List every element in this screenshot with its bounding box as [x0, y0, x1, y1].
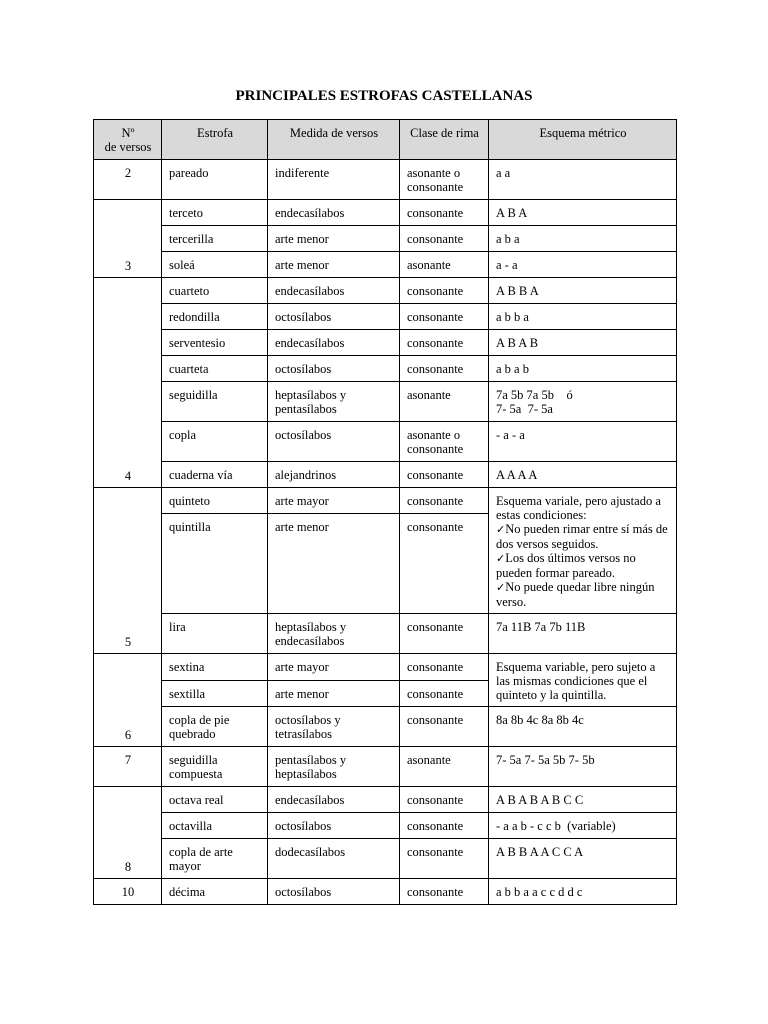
estrofa-cell: décima [162, 879, 268, 905]
esquema-cell: a - a [489, 252, 677, 278]
medida-cell: endecasílabos [268, 330, 400, 356]
rima-cell: consonante [400, 654, 489, 681]
num-versos-cell: 10 [94, 879, 162, 905]
num-versos-cell: 8 [94, 787, 162, 879]
condition-item: ✓No puede quedar libre ningún verso. [496, 580, 655, 609]
rima-cell: consonante [400, 330, 489, 356]
medida-cell: heptasílabos y endecasílabos [268, 614, 400, 654]
medida-cell: heptasílabos y pentasílabos [268, 382, 400, 422]
table-row [94, 356, 677, 382]
num-versos-cell: 2 [94, 160, 162, 200]
table-row [94, 200, 677, 226]
estrofa-cell: copla de pie quebrado [162, 707, 268, 747]
rima-cell: consonante [400, 356, 489, 382]
table-header-row [94, 120, 677, 160]
page-title: PRINCIPALES ESTROFAS CASTELLANAS [235, 88, 533, 104]
estrofa-cell: octava real [162, 787, 268, 813]
estrofa-cell: octavilla [162, 813, 268, 839]
esquema-cell: - a a b - c c b (variable) [489, 813, 677, 839]
medida-cell: indiferente [268, 160, 400, 200]
table-row [94, 462, 677, 488]
table-row [94, 382, 677, 422]
esquema-cell: 7a 5b 7a 5b ó 7- 5a 7- 5a [489, 382, 677, 422]
table-row [94, 160, 677, 200]
medida-cell: octosílabos [268, 304, 400, 330]
rima-cell: asonante [400, 252, 489, 278]
medida-cell: arte menor [268, 226, 400, 252]
esquema-cell: 8a 8b 4c 8a 8b 4c [489, 707, 677, 747]
header-rima: Clase de rima [400, 120, 489, 160]
estrofa-cell: tercerilla [162, 226, 268, 252]
rima-cell: consonante [400, 787, 489, 813]
estrofas-table [93, 119, 677, 905]
table-row [94, 654, 677, 681]
esquema-cell: A B A B [489, 330, 677, 356]
table-row [94, 330, 677, 356]
estrofa-cell: cuarteto [162, 278, 268, 304]
esquema-cell: A B A [489, 200, 677, 226]
estrofa-cell: cuaderna vía [162, 462, 268, 488]
medida-cell: arte menor [268, 514, 400, 614]
header-esquema: Esquema métrico [489, 120, 677, 160]
num-versos-cell: 6 [94, 654, 162, 747]
num-versos-cell: 3 [94, 200, 162, 278]
rima-cell: consonante [400, 707, 489, 747]
esquema-cell: Esquema variable, pero sujeto a las mismas condiciones que el quinteto y la quintilla. [489, 654, 677, 707]
rima-cell: consonante [400, 813, 489, 839]
medida-cell: octosílabos y tetrasílabos [268, 707, 400, 747]
medida-cell: arte menor [268, 252, 400, 278]
medida-cell: octosílabos [268, 356, 400, 382]
estrofa-cell: cuarteta [162, 356, 268, 382]
estrofa-cell: quinteto [162, 488, 268, 514]
esquema-cell: A B B A A C C A [489, 839, 677, 879]
header-medida: Medida de versos [268, 120, 400, 160]
rima-cell: consonante [400, 278, 489, 304]
estrofa-cell: copla de arte mayor [162, 839, 268, 879]
medida-cell: endecasílabos [268, 200, 400, 226]
esquema-cell: A B B A [489, 278, 677, 304]
rima-cell: consonante [400, 514, 489, 614]
rima-cell: consonante [400, 304, 489, 330]
esquema-quinteto-intro: Esquema variale, pero ajustado a estas condiciones: [496, 494, 661, 522]
esquema-cell [489, 488, 677, 614]
table-row [94, 488, 677, 514]
medida-cell: arte mayor [268, 654, 400, 681]
table-row [94, 252, 677, 278]
table-row [94, 614, 677, 654]
condition-item: ✓No pueden rimar entre sí más de dos versos seguidos. [496, 522, 668, 551]
estrofa-cell: quintilla [162, 514, 268, 614]
table-row [94, 813, 677, 839]
medida-cell: arte menor [268, 680, 400, 707]
medida-cell: pentasílabos y heptasílabos [268, 747, 400, 787]
medida-cell: alejandrinos [268, 462, 400, 488]
condition-item: ✓Los dos últimos versos no pueden formar pareado. [496, 551, 636, 580]
estrofa-cell: lira [162, 614, 268, 654]
table-row [94, 879, 677, 905]
table-row [94, 226, 677, 252]
medida-cell: octosílabos [268, 422, 400, 462]
rima-cell: consonante [400, 488, 489, 514]
rima-cell: asonante o consonante [400, 422, 489, 462]
rima-cell: consonante [400, 879, 489, 905]
estrofa-cell: redondilla [162, 304, 268, 330]
header-estrofa: Estrofa [162, 120, 268, 160]
rima-cell: consonante [400, 614, 489, 654]
rima-cell: asonante [400, 747, 489, 787]
estrofa-cell: terceto [162, 200, 268, 226]
rima-cell: asonante o consonante [400, 160, 489, 200]
rima-cell: asonante [400, 382, 489, 422]
estrofa-cell: serventesio [162, 330, 268, 356]
estrofa-cell: pareado [162, 160, 268, 200]
esquema-cell: A A A A [489, 462, 677, 488]
table-row [94, 304, 677, 330]
rima-cell: consonante [400, 680, 489, 707]
rima-cell: consonante [400, 462, 489, 488]
esquema-cell: a b b a [489, 304, 677, 330]
esquema-cell: 7- 5a 7- 5a 5b 7- 5b [489, 747, 677, 787]
estrofa-cell: sextilla [162, 680, 268, 707]
esquema-cell: a b b a a c c d d c [489, 879, 677, 905]
table-row [94, 278, 677, 304]
medida-cell: dodecasílabos [268, 839, 400, 879]
rima-cell: consonante [400, 839, 489, 879]
table-row [94, 747, 677, 787]
medida-cell: octosílabos [268, 879, 400, 905]
esquema-cell: a b a b [489, 356, 677, 382]
estrofa-cell: seguidilla compuesta [162, 747, 268, 787]
medida-cell: endecasílabos [268, 278, 400, 304]
esquema-cell: - a - a [489, 422, 677, 462]
table-row [94, 422, 677, 462]
rima-cell: consonante [400, 226, 489, 252]
num-versos-cell: 4 [94, 278, 162, 488]
esquema-cell: a b a [489, 226, 677, 252]
medida-cell: octosílabos [268, 813, 400, 839]
checkmark-icon: ✓ [496, 581, 506, 594]
esquema-cell: 7a 11B 7a 7b 11B [489, 614, 677, 654]
num-versos-cell: 7 [94, 747, 162, 787]
medida-cell: arte mayor [268, 488, 400, 514]
estrofa-cell: seguidilla [162, 382, 268, 422]
table-row [94, 707, 677, 747]
esquema-cell: A B A B A B C C [489, 787, 677, 813]
estrofa-cell: copla [162, 422, 268, 462]
estrofa-cell: soleá [162, 252, 268, 278]
header-num-versos: Nº de versos [94, 120, 162, 160]
estrofa-cell: sextina [162, 654, 268, 681]
rima-cell: consonante [400, 200, 489, 226]
table-row [94, 787, 677, 813]
medida-cell: endecasílabos [268, 787, 400, 813]
num-versos-cell: 5 [94, 488, 162, 654]
checkmark-icon: ✓ [496, 552, 506, 565]
esquema-cell: a a [489, 160, 677, 200]
checkmark-icon: ✓ [496, 523, 506, 536]
table-row [94, 839, 677, 879]
